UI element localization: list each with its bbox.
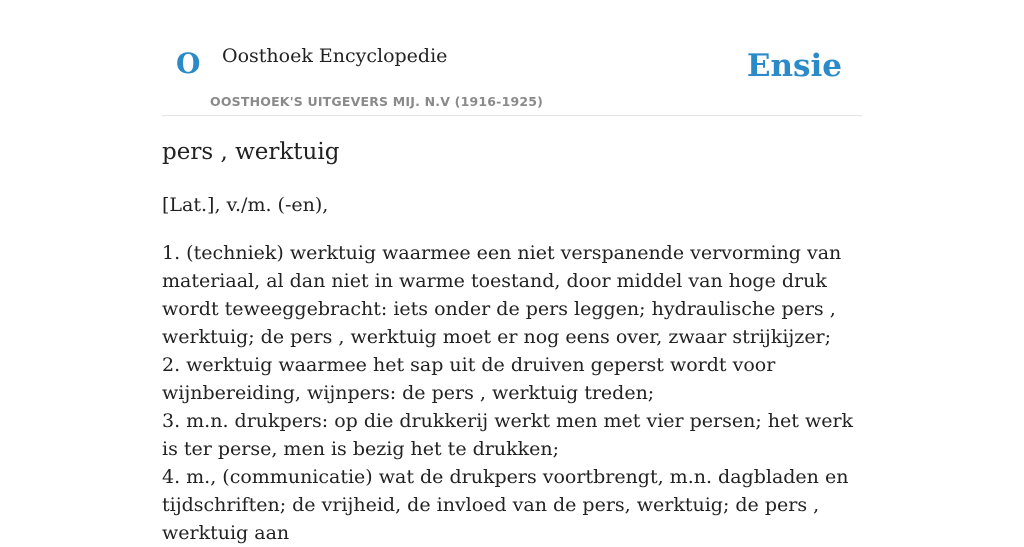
site-subtitle: OOSTHOEK'S UITGEVERS MIJ. N.V (1916-1925) xyxy=(210,94,544,109)
definition-item: 2. werktuig waarmee het sap uit de druiven geperst wordt voor wijnbereiding, wijnpers: de pers , werktuig treden; xyxy=(162,354,776,404)
site-header xyxy=(162,0,862,116)
entry-headword: pers , werktuig xyxy=(162,139,340,165)
entry-grammar: [Lat.], v./m. (-en), xyxy=(162,194,329,216)
definition-item: 4. m., (communicatie) wat de drukpers voortbrengt, m.n. dagbladen en tijdschriften; de vrijheid, de invloed van de pers, werktuig; de pers , werktuig aan xyxy=(162,466,849,544)
definition-item: 1. (techniek) werktuig waarmee een niet verspanende vervorming van materiaal, al dan niet in warme toestand, door middel van hoge druk wordt teweeggebracht: iets onder de pers leggen; hydraulische pers , werktuig; de pers , werktuig moet er nog eens over, zwaar strijkijzer; xyxy=(162,242,842,348)
definition-item: 3. m.n. drukpers: op die drukkerij werkt men met vier persen; het werk is ter perse, men is bezig het te drukken; xyxy=(162,410,854,460)
page-container xyxy=(162,0,862,544)
entry-definitions xyxy=(162,239,862,547)
site-title[interactable]: Oosthoek Encyclopedie xyxy=(222,45,448,67)
site-logo[interactable]: O xyxy=(176,47,201,80)
ensie-brand-link[interactable]: Ensie xyxy=(746,48,842,84)
